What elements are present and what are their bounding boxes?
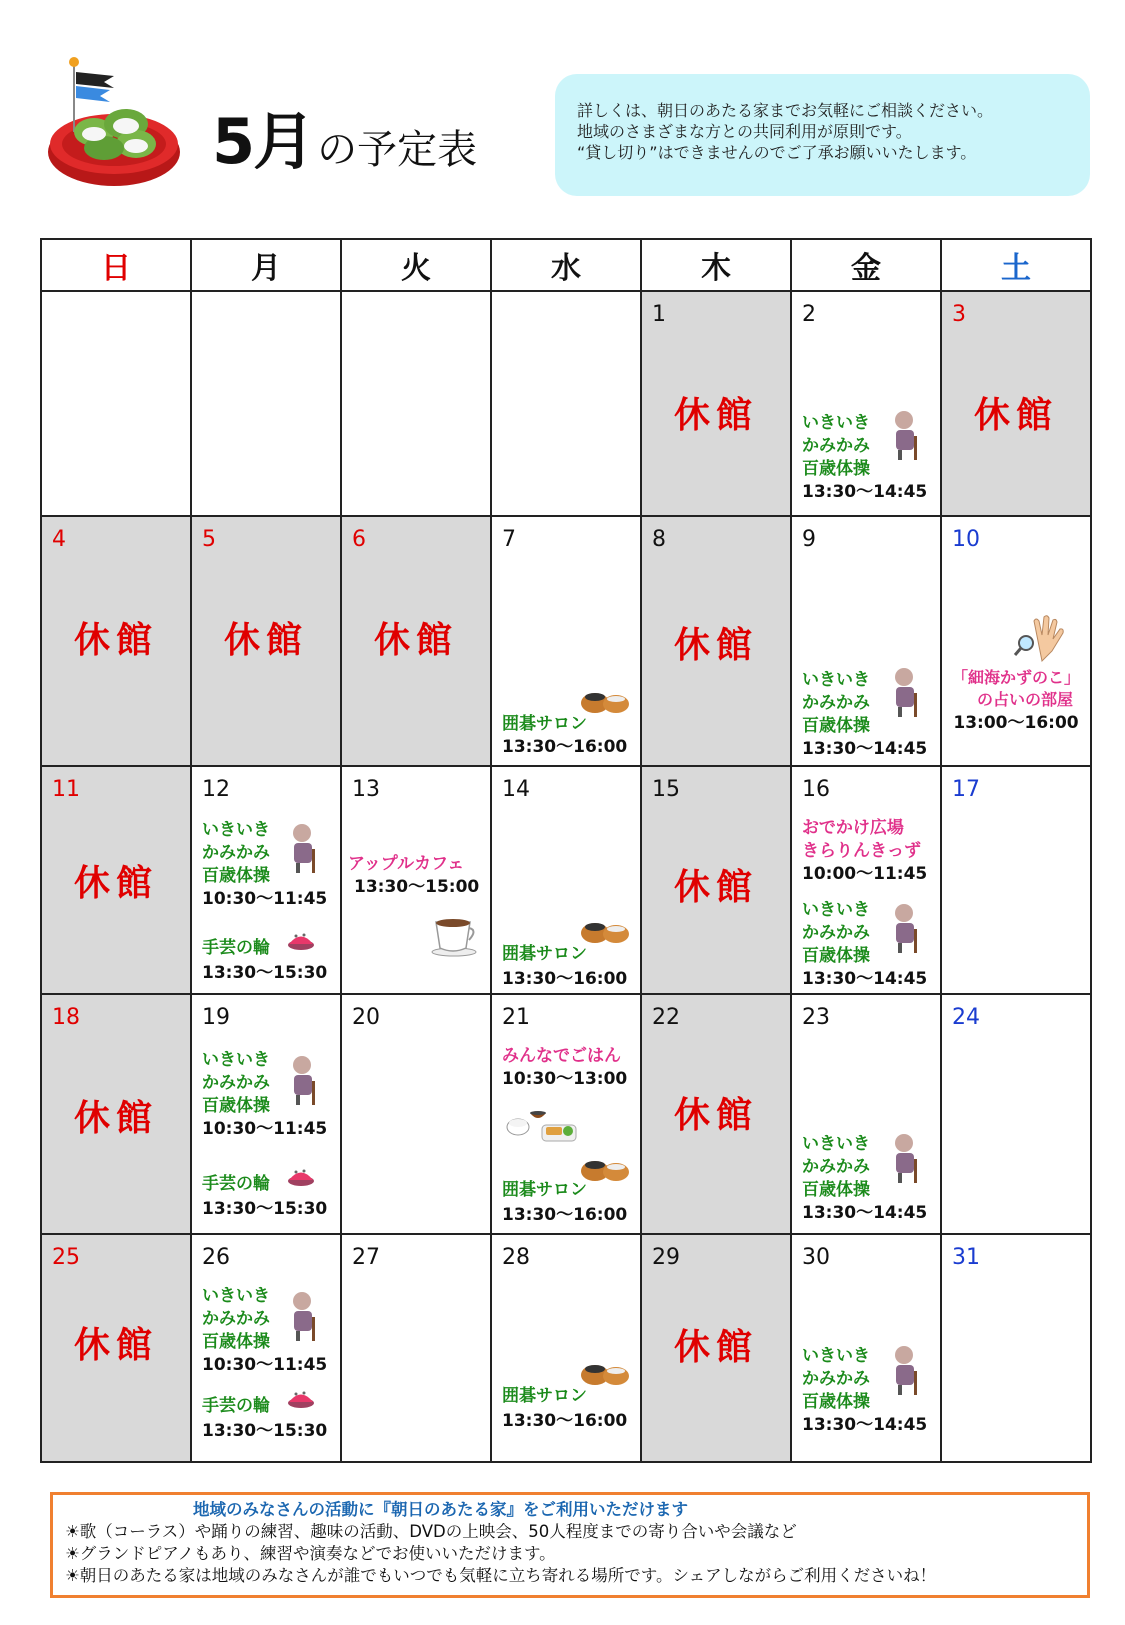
title-month: 5月 xyxy=(212,105,314,178)
kashiwa-mochi-icon xyxy=(44,52,184,192)
day-number: 8 xyxy=(652,527,666,552)
day-cell-27 xyxy=(341,1234,491,1462)
day-cell-2 xyxy=(791,291,941,516)
palm-reading-icon xyxy=(1012,613,1072,663)
day-number: 14 xyxy=(502,777,530,802)
day-number: 16 xyxy=(802,777,830,802)
elderly-exercise-icon xyxy=(888,667,928,719)
title-rest: の予定表 xyxy=(317,127,478,173)
day-number: 28 xyxy=(502,1245,530,1270)
day-cell-31 xyxy=(941,1234,1091,1462)
closed-label: 休館 xyxy=(73,863,158,904)
elderly-exercise-icon xyxy=(888,410,928,462)
weekday-tue: 火 xyxy=(341,239,491,291)
week-row xyxy=(41,291,1091,516)
day-cell-28 xyxy=(491,1234,641,1462)
elderly-exercise-icon xyxy=(888,903,928,955)
coffee-cup-icon xyxy=(430,912,480,957)
day-cell-1 xyxy=(641,291,791,516)
elderly-exercise-icon xyxy=(286,823,326,875)
event-odekake: おでかけ広場 きらりんきっず 10:00〜11:45 xyxy=(802,818,928,884)
day-cell-23 xyxy=(791,994,941,1234)
week-row xyxy=(41,1234,1091,1462)
event-igo: 囲碁サロン 13:30〜16:00 xyxy=(502,1386,628,1431)
day-cell-30 xyxy=(791,1234,941,1462)
day-cell-26 xyxy=(191,1234,341,1462)
day-cell-17 xyxy=(941,766,1091,994)
day-cell-16 xyxy=(791,766,941,994)
day-number: 5 xyxy=(202,527,216,552)
day-number: 22 xyxy=(652,1005,680,1030)
day-number: 3 xyxy=(952,302,966,327)
closed-label: 休館 xyxy=(73,620,158,661)
day-cell-4 xyxy=(41,516,191,766)
day-cell-25 xyxy=(41,1234,191,1462)
closed-label: 休館 xyxy=(673,625,758,666)
day-cell-10 xyxy=(941,516,1091,766)
event-shugei: 手芸の輪 13:30〜15:30 xyxy=(202,1174,328,1219)
day-number: 12 xyxy=(202,777,230,802)
closed-label: 休館 xyxy=(73,1325,158,1366)
day-number: 4 xyxy=(52,527,66,552)
day-number: 30 xyxy=(802,1245,830,1270)
day-cell-8 xyxy=(641,516,791,766)
page-title xyxy=(212,92,478,178)
event-apple: アップルカフェ 13:30〜15:00 xyxy=(348,854,480,897)
elderly-exercise-icon xyxy=(888,1133,928,1185)
day-cell-3 xyxy=(941,291,1091,516)
day-number: 13 xyxy=(352,777,380,802)
day-number: 24 xyxy=(952,1005,980,1030)
event-ikiiki: いきいき かみかみ 百歳体操 13:30〜14:45 xyxy=(802,413,928,502)
week-row xyxy=(41,516,1091,766)
day-number: 26 xyxy=(202,1245,230,1270)
event-ikiiki: いきいき かみかみ 百歳体操 10:30〜11:45 xyxy=(202,820,328,909)
weekday-header-row xyxy=(41,239,1091,291)
day-cell-24 xyxy=(941,994,1091,1234)
elderly-exercise-icon xyxy=(286,1055,326,1107)
day-cell-7 xyxy=(491,516,641,766)
weekday-fri: 金 xyxy=(791,239,941,291)
event-minna: みんなでごはん 10:30〜13:00 xyxy=(502,1046,628,1089)
weekday-mon: 月 xyxy=(191,239,341,291)
day-number: 19 xyxy=(202,1005,230,1030)
notice-box xyxy=(555,74,1090,196)
notice-line: 詳しくは、朝日のあたる家までお気軽にご相談ください。 xyxy=(577,101,994,120)
week-row xyxy=(41,766,1091,994)
day-number: 18 xyxy=(52,1005,80,1030)
day-cell-20 xyxy=(341,994,491,1234)
day-number: 23 xyxy=(802,1005,830,1030)
day-cell-11 xyxy=(41,766,191,994)
day-number: 9 xyxy=(802,527,816,552)
event-igo: 囲碁サロン 13:30〜16:00 xyxy=(502,944,628,989)
closed-label: 休館 xyxy=(673,1095,758,1136)
day-cell-22 xyxy=(641,994,791,1234)
day-cell-5 xyxy=(191,516,341,766)
event-igo: 囲碁サロン 13:30〜16:00 xyxy=(502,1180,628,1225)
event-ikiiki: いきいき かみかみ 百歳体操 10:30〜11:45 xyxy=(202,1050,328,1139)
day-cell-14 xyxy=(491,766,641,994)
day-cell-19 xyxy=(191,994,341,1234)
closed-label: 休館 xyxy=(373,620,458,661)
day-cell-15 xyxy=(641,766,791,994)
day-number: 27 xyxy=(352,1245,380,1270)
day-number: 15 xyxy=(652,777,680,802)
calendar-table xyxy=(40,238,1092,1463)
weekday-wed: 水 xyxy=(491,239,641,291)
closed-label: 休館 xyxy=(673,867,758,908)
event-ikiiki: いきいき かみかみ 百歳体操 10:30〜11:45 xyxy=(202,1286,328,1375)
elderly-exercise-icon xyxy=(286,1291,326,1343)
closed-label: 休館 xyxy=(673,395,758,436)
event-igo: 囲碁サロン 13:30〜16:00 xyxy=(502,714,628,757)
pincushion-icon xyxy=(286,1167,316,1187)
day-number: 17 xyxy=(952,777,980,802)
go-stones-bowl-icon xyxy=(580,915,630,945)
event-ikiiki: いきいき かみかみ 百歳体操 13:30〜14:45 xyxy=(802,1134,928,1223)
day-cell-18 xyxy=(41,994,191,1234)
week-row xyxy=(41,994,1091,1234)
day-number: 7 xyxy=(502,527,516,552)
event-ikiiki: いきいき かみかみ 百歳体操 13:30〜14:45 xyxy=(802,670,928,759)
day-number: 31 xyxy=(952,1245,980,1270)
day-number: 11 xyxy=(52,777,80,802)
event-shugei: 手芸の輪 13:30〜15:30 xyxy=(202,1396,328,1441)
day-cell-empty xyxy=(491,291,641,516)
weekday-sat: 土 xyxy=(941,239,1091,291)
day-number: 1 xyxy=(652,302,666,327)
event-shugei: 手芸の輪 13:30〜15:30 xyxy=(202,938,328,983)
closed-label: 休館 xyxy=(673,1327,758,1368)
footer-line: ☀歌（コーラス）や踊りの練習、趣味の活動、DVDの上映会、50人程度までの寄り合いや会議など xyxy=(65,1522,797,1541)
event-ikiiki: いきいき かみかみ 百歳体操 13:30〜14:45 xyxy=(802,900,928,989)
event-ikiiki: いきいき かみかみ 百歳体操 13:30〜14:45 xyxy=(802,1346,928,1435)
day-cell-6 xyxy=(341,516,491,766)
meal-icon xyxy=(506,1099,578,1145)
footer-line: ☀グランドピアノもあり、練習や演奏などでお使いいただけます。 xyxy=(65,1544,556,1563)
footer-box xyxy=(50,1492,1090,1598)
day-number: 29 xyxy=(652,1245,680,1270)
event-uranai: 「細海かずのこ」 の占いの部屋 13:00〜16:00 xyxy=(951,668,1080,733)
elderly-exercise-icon xyxy=(888,1345,928,1397)
day-number: 2 xyxy=(802,302,816,327)
day-cell-empty xyxy=(41,291,191,516)
pincushion-icon xyxy=(286,931,316,951)
go-stones-bowl-icon xyxy=(580,685,630,715)
notice-line: “貸し切り”はできませんのでご了承お願いいたします。 xyxy=(577,143,977,162)
day-number: 6 xyxy=(352,527,366,552)
weekday-thu: 木 xyxy=(641,239,791,291)
day-cell-9 xyxy=(791,516,941,766)
closed-label: 休館 xyxy=(73,1098,158,1139)
day-number: 21 xyxy=(502,1005,530,1030)
day-cell-29 xyxy=(641,1234,791,1462)
pincushion-icon xyxy=(286,1389,316,1409)
day-cell-12 xyxy=(191,766,341,994)
day-cell-21 xyxy=(491,994,641,1234)
day-number: 25 xyxy=(52,1245,80,1270)
day-number: 10 xyxy=(952,527,980,552)
day-cell-empty xyxy=(341,291,491,516)
footer-heading: 地域のみなさんの活動に『朝日のあたる家』をご利用いただけます xyxy=(193,1500,688,1519)
notice-line: 地域のさまざまな方との共同利用が原則です。 xyxy=(577,122,912,141)
day-number: 20 xyxy=(352,1005,380,1030)
day-cell-13 xyxy=(341,766,491,994)
day-cell-empty xyxy=(191,291,341,516)
closed-label: 休館 xyxy=(973,395,1058,436)
weekday-sun: 日 xyxy=(41,239,191,291)
closed-label: 休館 xyxy=(223,620,308,661)
go-stones-bowl-icon xyxy=(580,1357,630,1387)
footer-line: ☀朝日のあたる家は地域のみなさんが誰でもいつでも気軽に立ち寄れる場所です。シェアしながらご利用くださいね！ xyxy=(65,1566,937,1585)
